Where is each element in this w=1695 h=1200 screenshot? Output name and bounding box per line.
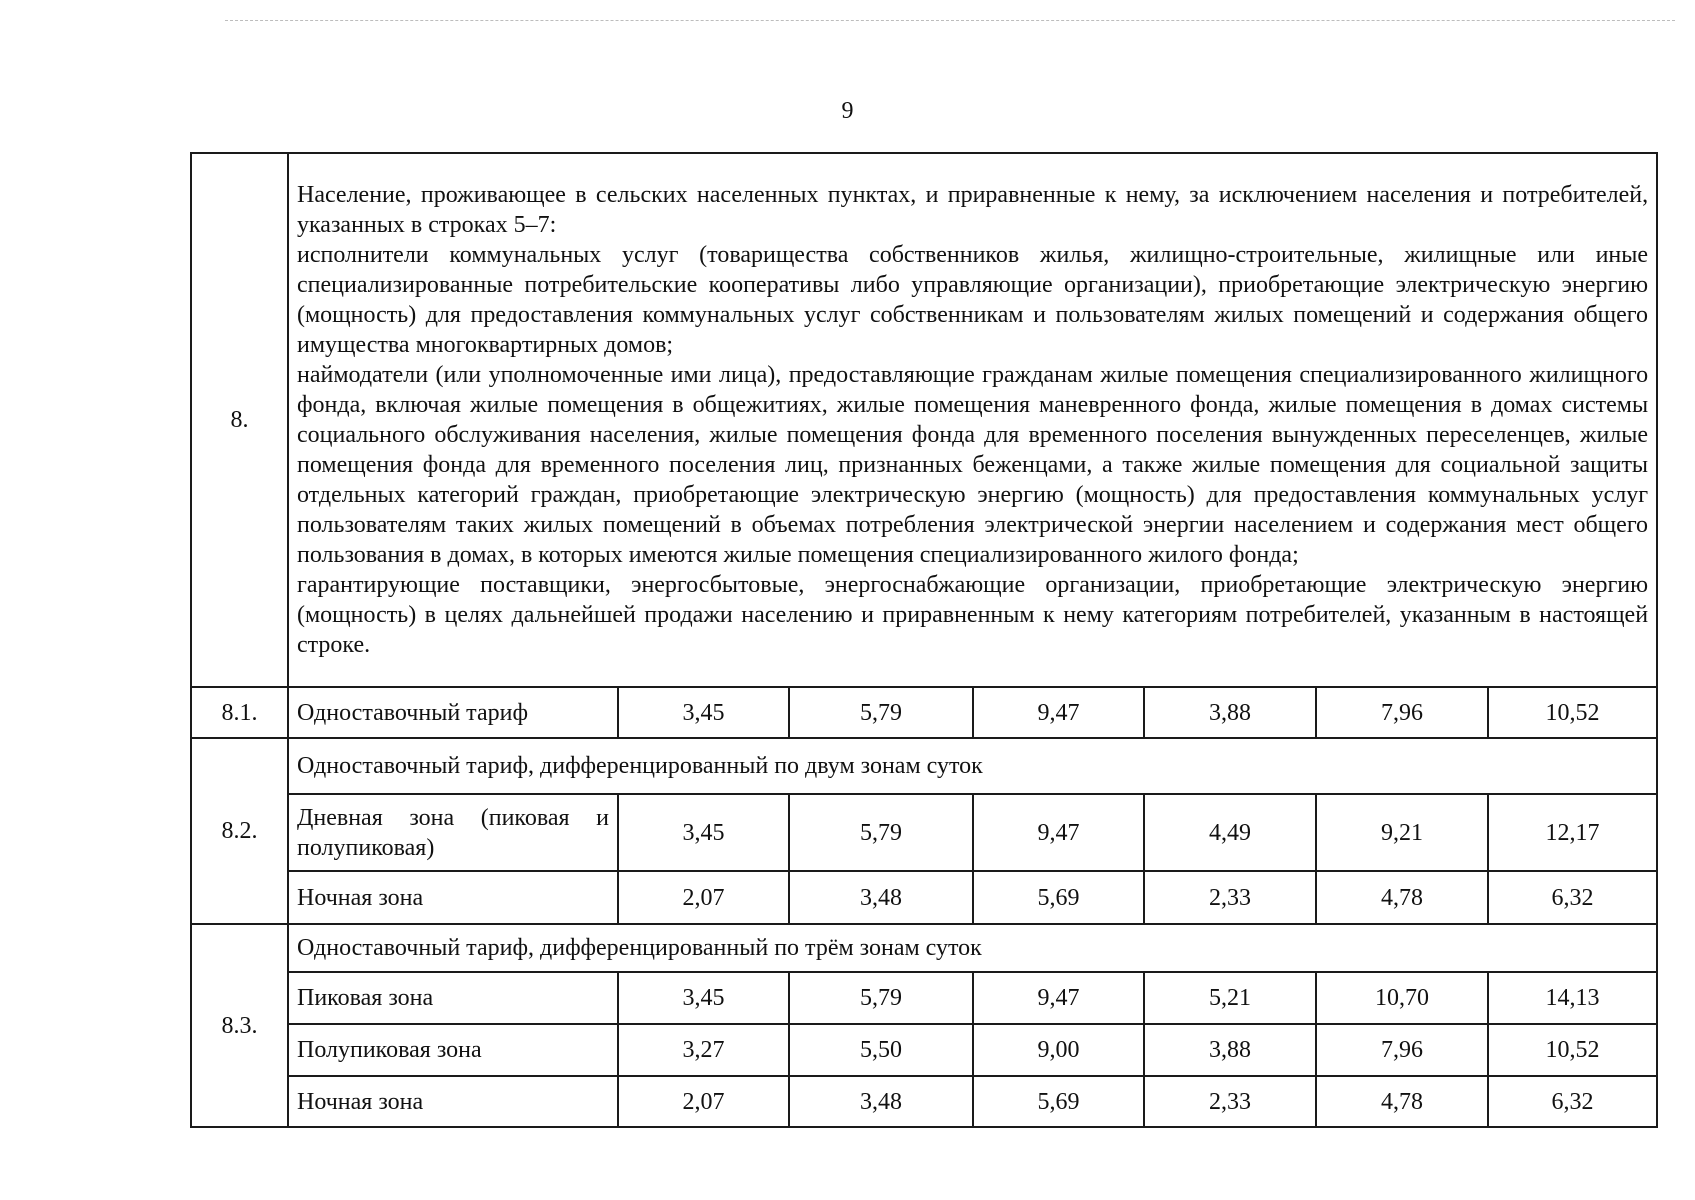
tariff-value: 3,48 [789, 871, 973, 924]
tariff-label: Одноставочный тариф [288, 687, 618, 738]
tariff-value: 3,27 [618, 1024, 789, 1076]
tariff-value: 9,47 [973, 794, 1144, 871]
subsection-header: Одноставочный тариф, дифференцированный по двум зонам суток [288, 738, 1657, 794]
subsection-header: Одноставочный тариф, дифференцированный по трём зонам суток [288, 924, 1657, 972]
tariff-value: 4,78 [1316, 1076, 1488, 1127]
table-row-8-3-semipeak [191, 1024, 1657, 1076]
tariff-value: 3,48 [789, 1076, 973, 1127]
row-number: 8.1. [191, 687, 288, 738]
row-number: 8.2. [191, 738, 288, 924]
tariff-value: 3,88 [1144, 1024, 1316, 1076]
tariff-value: 2,33 [1144, 1076, 1316, 1127]
tariff-value: 9,21 [1316, 794, 1488, 871]
tariff-value: 2,07 [618, 1076, 789, 1127]
description-paragraph: наймодатели (или уполномоченные ими лица), предоставляющие гражданам жилые помещения специализированного жилищного фонда, включая жилые помещения в общежитиях, жилые помещения маневренного фонда, жилые помещения в домах системы социального обслуживания населения, жилые помещения фонда для временного поселения вынужденных переселенцев, жилые помещения фонда для временного поселения лиц, признанных беженцами, а также жилые помещения для социальной защиты отдельных категорий граждан, приобретающие электрическую энергию (мощность) для предоставления коммунальных услуг пользователям таких жилых помещений в объемах потребления электрической энергии населением и содержания мест общего пользования в домах, в которых имеются жилые помещения специализированного жилого фонда; [297, 362, 1649, 568]
description-paragraph: гарантирующие поставщики, энергосбытовые, энергоснабжающие организации, приобретающие электрическую энергию (мощность) в целях дальнейшей продажи населению и приравненным к нему категориям потребителей, указанным в настоящей строке. [297, 572, 1649, 658]
tariff-value: 5,79 [789, 794, 973, 871]
zone-label: Пиковая зона [288, 972, 618, 1024]
tariff-value: 9,47 [973, 972, 1144, 1024]
tariff-value: 9,00 [973, 1024, 1144, 1076]
consumer-category-description [288, 153, 1657, 687]
tariff-value: 7,96 [1316, 687, 1488, 738]
tariff-value: 10,52 [1488, 1024, 1657, 1076]
tariff-value: 5,79 [789, 972, 973, 1024]
tariff-value: 3,45 [618, 687, 789, 738]
description-paragraph: Население, проживающее в сельских населенных пунктах, и приравненные к нему, за исключением населения и потребителей, указанных в строках 5–7: [297, 182, 1649, 238]
page-number: 9 [841, 98, 854, 124]
table-row-8-2-day [191, 794, 1657, 871]
zone-label: Полупиковая зона [288, 1024, 618, 1076]
tariff-value: 3,45 [618, 972, 789, 1024]
zone-label: Ночная зона [288, 871, 618, 924]
tariff-value: 10,52 [1488, 687, 1657, 738]
tariff-value: 3,45 [618, 794, 789, 871]
tariff-value: 10,70 [1316, 972, 1488, 1024]
tariff-value: 5,69 [973, 1076, 1144, 1127]
tariff-value: 5,69 [973, 871, 1144, 924]
tariff-value: 6,32 [1488, 871, 1657, 924]
tariff-value: 4,78 [1316, 871, 1488, 924]
description-paragraph: исполнители коммунальных услуг (товарищества собственников жилья, жилищно-строительные, жилищные или иные специализированные потребительские кооперативы либо управляющие организации), приобретающие электрическую энергию (мощность) для предоставления коммунальных услуг собственникам и пользователям жилых помещений и содержания общего имущества многоквартирных домов; [297, 242, 1649, 358]
tariff-value: 6,32 [1488, 1076, 1657, 1127]
tariff-value: 2,07 [618, 871, 789, 924]
tariff-value: 5,21 [1144, 972, 1316, 1024]
row-number: 8. [191, 153, 288, 687]
tariff-value: 2,33 [1144, 871, 1316, 924]
table-row-8-3-peak [191, 972, 1657, 1024]
table-row-8-1 [191, 687, 1657, 738]
row-number: 8.3. [191, 924, 288, 1127]
table-row-8 [191, 153, 1657, 687]
scan-top-rule [225, 20, 1675, 21]
tariff-table [190, 152, 1658, 1128]
tariff-value: 4,49 [1144, 794, 1316, 871]
table-row-8-3-header [191, 924, 1657, 972]
zone-label: Дневная зона (пиковая и полупиковая) [288, 794, 618, 871]
table-row-8-3-night [191, 1076, 1657, 1127]
tariff-value: 3,88 [1144, 687, 1316, 738]
tariff-value: 9,47 [973, 687, 1144, 738]
tariff-value: 7,96 [1316, 1024, 1488, 1076]
tariff-value: 14,13 [1488, 972, 1657, 1024]
table-row-8-2-night [191, 871, 1657, 924]
tariff-value: 12,17 [1488, 794, 1657, 871]
tariff-value: 5,50 [789, 1024, 973, 1076]
tariff-value: 5,79 [789, 687, 973, 738]
zone-label: Ночная зона [288, 1076, 618, 1127]
table-row-8-2-header [191, 738, 1657, 794]
